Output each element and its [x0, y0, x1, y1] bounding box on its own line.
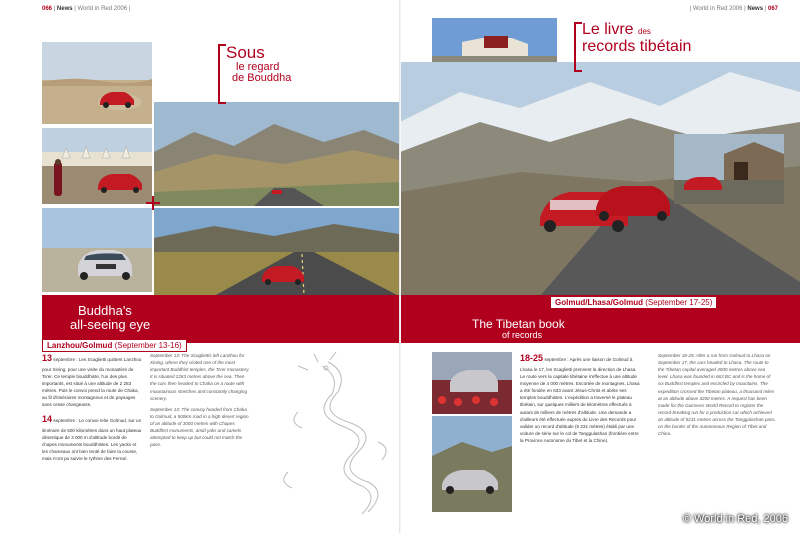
photo-temple-monk: [42, 128, 152, 204]
dragon-illustration: [258, 352, 408, 522]
photo-village-house: [674, 134, 784, 204]
text-column-french-left: 13 septembre : Les Scaglietti quittent Lanzhou pour Xining, pour une visite du monastère de Ta'er. Ce temple bouddhiste, l'un des plus importants, est situé à une altitude de 2 283 mètres. Puis le convoi prend la route de Chaka, au fil d'itinéraires montagneux et de paysages sans cesse changeants. 14 septembre : Le convoi relie Golmud, sur un itinéraire de 500 kilomètres dans un haut plateau désertique de 3 000 m d'altitude bordé de chapes monuments bouddhistes. Les yacks et les chameaux ont bien tenté de faire la course, mais n'ont pu suivre le rythme des Ferrari.: [42, 353, 142, 461]
band-title-right: The Tibetan book of records: [472, 317, 565, 341]
copyright-watermark: © World in Red, 2006: [682, 513, 788, 525]
photo-mountain-valley: [154, 102, 399, 206]
page-gutter: [399, 0, 401, 533]
left-title: Sous le regard de Bouddha: [218, 44, 291, 104]
text-column-french-right: 18-25 septembre : Après une liaison de Golmud à Lhasa le 17, les Scaglietti prennent la direction de Lhasa. Le route vers la capitale tibétaine s'effectue à une altitude moyenne de 4 000 mètres. Escortée de montagnes, Lhasa a été fondée en 633 avant Jésus-Christ et abrite ses temples bouddhistes. L'expédition a traversé le plateau tibétain, sur quelques milliers de kilomètres effectués à autant de milliers de mètres d'altitude. Une demande a d'ailleurs été effectuée auprès du Livre des Records pour valider un record d'altitude (5 231 mètres) établi par une voiture de série sur le col de Tanggulashan (frontière entre la Province Autonome du Tibet et la Chine).: [520, 353, 640, 444]
band-title-left: Buddha's all-seeing eye: [70, 303, 151, 333]
photo-silver-car-hillside: [432, 416, 512, 512]
text-column-english-left: September 13: The Scagliettis left Lanzhou for Xining, where they visited one of the most important Buddhist temples, the Ta'er monastery. It is situated 2283 metres above the sea. Then the cars then headed to Chaka on a route with mountainous stretches and constantly changing scenery. September 13: The convoy headed from Chaka to Golmud, a 500km road in a high desert region of an altitude of 3000 metres with Chapes Buddhist monuments, amid yaks and camels attempted to keep up but could not match the pace.: [150, 353, 250, 448]
photo-desert-car: [42, 42, 152, 124]
header-left: 066 | News | World in Red 2006 |: [42, 6, 131, 12]
photo-red-car-front: [42, 208, 152, 292]
text-column-english-right: September 18-25: After a run from Golmud to Lhasa on September 17, the cars headed to Lhasa. The route to the Tibetan capital averaged 4000 metres above sea level. Lhasa was founded in 663 BC and is the home of six Buddhist temples and encircled by mountains. The expedition crossed the Tibetan plateau, a thousand miles at an altitude above 3200 metres. A request has been made for the Guinness World Record to register the record-breaking run for a production car which achieved an altitude of 5231 metres across the Tanggulashan pass, on the border of the Autonomous Region of Tibet and China.: [658, 353, 776, 437]
route-label-right: Golmud/Lhasa/Golmud (September 17-25): [550, 296, 717, 309]
right-title: Le livre des records tibétain: [574, 22, 691, 72]
crosshair-mark: [146, 196, 160, 210]
header-right: | World in Red 2006 | News | 067: [689, 6, 778, 12]
photo-road-car: [154, 208, 399, 296]
route-label-left: Lanzhou/Golmud (September 13-16): [42, 339, 187, 352]
photo-crowd-car: [432, 352, 512, 414]
